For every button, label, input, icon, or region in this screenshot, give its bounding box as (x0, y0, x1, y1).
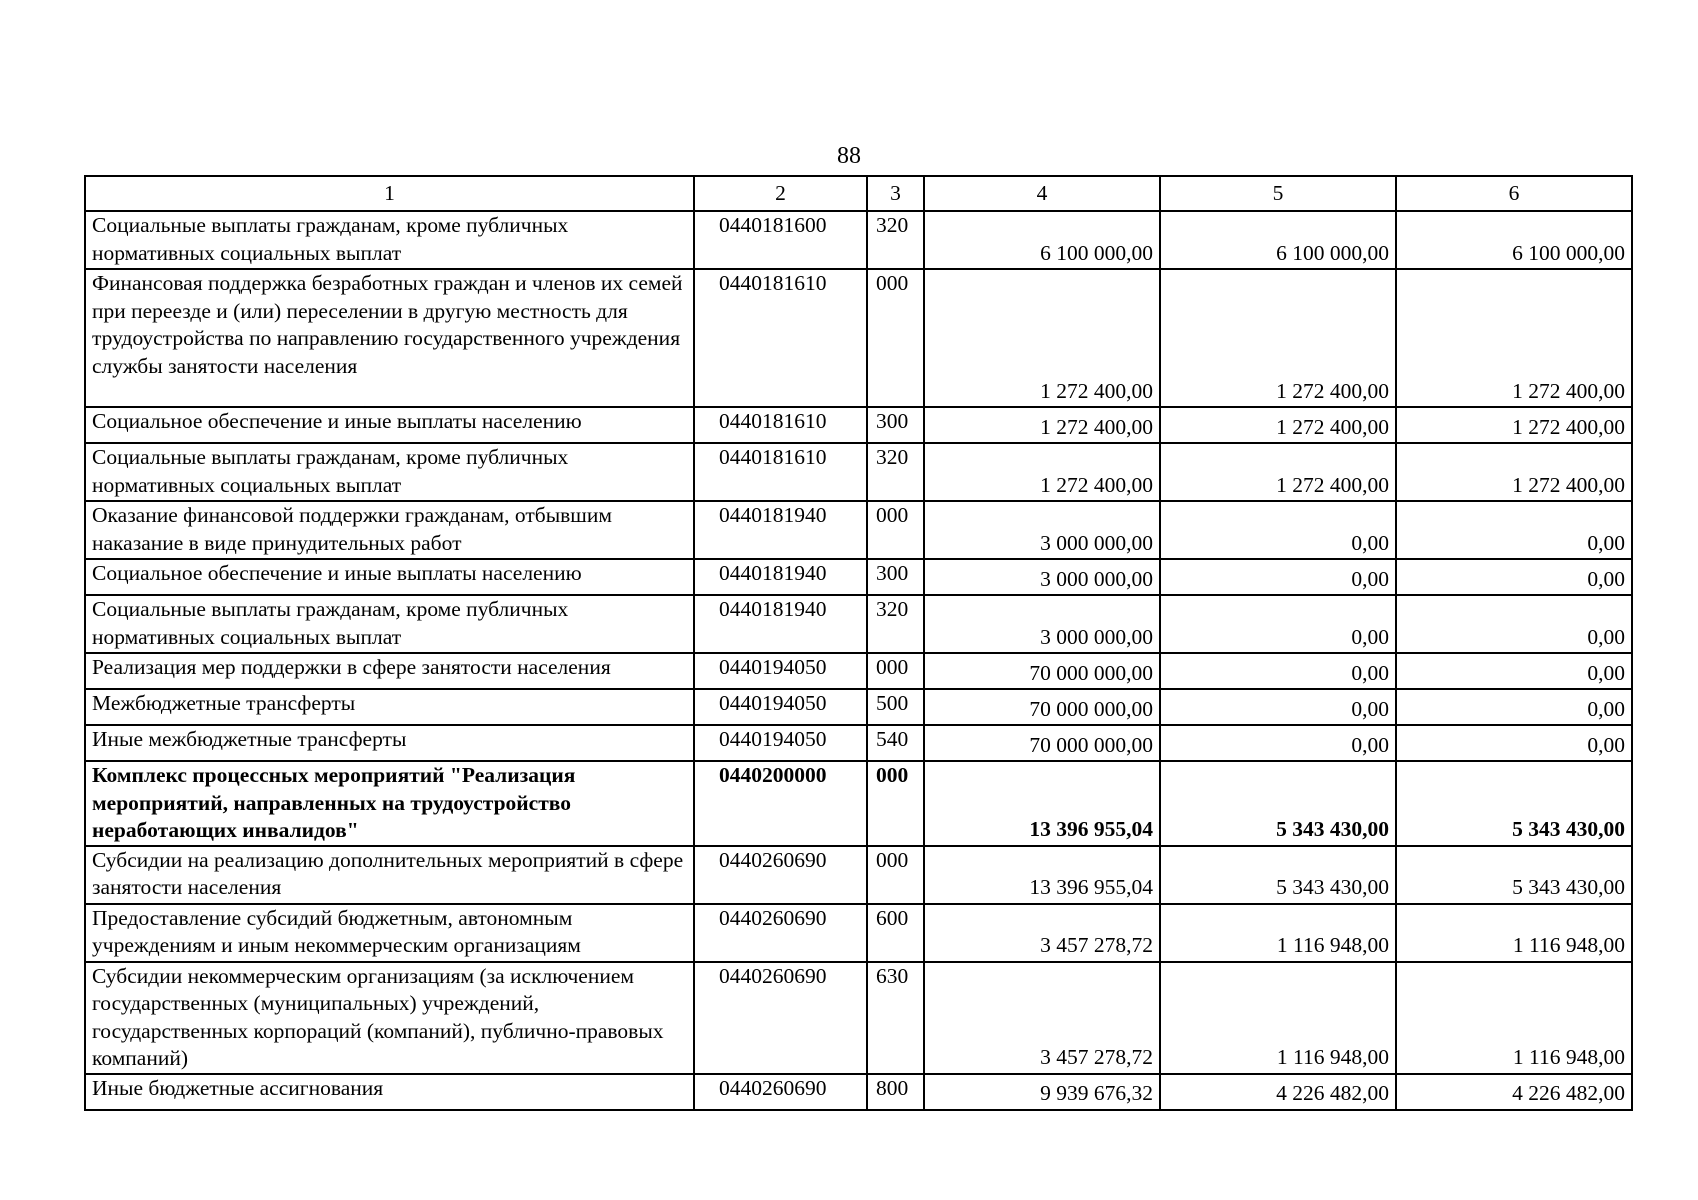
row-kvr: 300 (867, 407, 924, 443)
row-value-4: 3 457 278,72 (924, 962, 1160, 1074)
row-value-6: 1 116 948,00 (1396, 904, 1632, 962)
row-name: Социальные выплаты гражданам, кроме публичных нормативных социальных выплат (85, 211, 694, 269)
row-code: 0440194050 (694, 725, 867, 761)
row-value-5: 0,00 (1160, 501, 1396, 559)
row-kvr: 320 (867, 211, 924, 269)
row-value-4: 1 272 400,00 (924, 443, 1160, 501)
row-value-4: 3 000 000,00 (924, 501, 1160, 559)
row-code: 0440181610 (694, 269, 867, 407)
row-value-6: 1 272 400,00 (1396, 269, 1632, 407)
row-name: Социальные выплаты гражданам, кроме публичных нормативных социальных выплат (85, 443, 694, 501)
row-code: 0440181940 (694, 595, 867, 653)
budget-table (84, 175, 1633, 1111)
table-row (85, 653, 1632, 689)
row-kvr: 300 (867, 559, 924, 595)
row-value-4: 3 000 000,00 (924, 595, 1160, 653)
row-value-6: 0,00 (1396, 725, 1632, 761)
row-value-5: 0,00 (1160, 559, 1396, 595)
row-name: Оказание финансовой поддержки гражданам, отбывшим наказание в виде принудительных работ (85, 501, 694, 559)
row-name: Предоставление субсидий бюджетным, автономным учреждениям и иным некоммерческим организациям (85, 904, 694, 962)
row-value-4: 70 000 000,00 (924, 725, 1160, 761)
row-code: 0440181940 (694, 559, 867, 595)
row-value-6: 4 226 482,00 (1396, 1074, 1632, 1110)
row-code: 0440200000 (694, 761, 867, 846)
row-code: 0440181610 (694, 443, 867, 501)
row-kvr: 500 (867, 689, 924, 725)
row-kvr: 320 (867, 443, 924, 501)
row-code: 0440181600 (694, 211, 867, 269)
row-value-4: 1 272 400,00 (924, 269, 1160, 407)
row-name: Комплекс процессных мероприятий "Реализация мероприятий, направленных на трудоустройство неработающих инвалидов" (85, 761, 694, 846)
table-row (85, 211, 1632, 269)
row-value-6: 0,00 (1396, 559, 1632, 595)
row-kvr: 000 (867, 653, 924, 689)
table-row (85, 501, 1632, 559)
row-code: 0440260690 (694, 1074, 867, 1110)
row-value-4: 1 272 400,00 (924, 407, 1160, 443)
row-code: 0440260690 (694, 962, 867, 1074)
table-row (85, 595, 1632, 653)
row-value-4: 6 100 000,00 (924, 211, 1160, 269)
column-header: 4 (924, 176, 1160, 211)
row-code: 0440260690 (694, 846, 867, 904)
table-row (85, 962, 1632, 1074)
row-kvr: 540 (867, 725, 924, 761)
row-value-6: 1 272 400,00 (1396, 443, 1632, 501)
row-code: 0440181610 (694, 407, 867, 443)
row-value-6: 6 100 000,00 (1396, 211, 1632, 269)
table-row (85, 443, 1632, 501)
row-value-4: 3 457 278,72 (924, 904, 1160, 962)
row-kvr: 600 (867, 904, 924, 962)
row-kvr: 630 (867, 962, 924, 1074)
column-header: 1 (85, 176, 694, 211)
row-kvr: 000 (867, 846, 924, 904)
row-kvr: 000 (867, 501, 924, 559)
row-value-6: 1 272 400,00 (1396, 407, 1632, 443)
row-name: Субсидии на реализацию дополнительных мероприятий в сфере занятости населения (85, 846, 694, 904)
row-value-4: 70 000 000,00 (924, 653, 1160, 689)
row-code: 0440194050 (694, 689, 867, 725)
table-row-section (85, 761, 1632, 846)
table-row (85, 689, 1632, 725)
row-kvr: 800 (867, 1074, 924, 1110)
row-value-5: 1 272 400,00 (1160, 269, 1396, 407)
row-value-6: 0,00 (1396, 653, 1632, 689)
row-value-5: 1 272 400,00 (1160, 407, 1396, 443)
row-value-5: 0,00 (1160, 595, 1396, 653)
row-name: Социальные выплаты гражданам, кроме публичных нормативных социальных выплат (85, 595, 694, 653)
row-value-6: 1 116 948,00 (1396, 962, 1632, 1074)
row-name: Финансовая поддержка безработных граждан и членов их семей при переезде и (или) переселении в другую местность для трудоустройства по направлению государственного учреждения службы занятости населения (85, 269, 694, 407)
row-value-5: 6 100 000,00 (1160, 211, 1396, 269)
row-name: Социальное обеспечение и иные выплаты населению (85, 559, 694, 595)
row-value-5: 4 226 482,00 (1160, 1074, 1396, 1110)
row-value-5: 1 116 948,00 (1160, 962, 1396, 1074)
row-value-6: 5 343 430,00 (1396, 761, 1632, 846)
row-name: Иные бюджетные ассигнования (85, 1074, 694, 1110)
row-value-4: 70 000 000,00 (924, 689, 1160, 725)
table-row (85, 1074, 1632, 1110)
table-row (85, 846, 1632, 904)
row-value-5: 0,00 (1160, 653, 1396, 689)
row-value-5: 1 116 948,00 (1160, 904, 1396, 962)
row-value-5: 1 272 400,00 (1160, 443, 1396, 501)
row-code: 0440194050 (694, 653, 867, 689)
row-value-5: 0,00 (1160, 689, 1396, 725)
table-row (85, 559, 1632, 595)
row-value-6: 5 343 430,00 (1396, 846, 1632, 904)
row-value-6: 0,00 (1396, 501, 1632, 559)
row-kvr: 320 (867, 595, 924, 653)
row-value-5: 5 343 430,00 (1160, 761, 1396, 846)
row-code: 0440181940 (694, 501, 867, 559)
column-header: 5 (1160, 176, 1396, 211)
row-value-4: 13 396 955,04 (924, 846, 1160, 904)
row-name: Социальное обеспечение и иные выплаты населению (85, 407, 694, 443)
row-value-6: 0,00 (1396, 595, 1632, 653)
row-name: Реализация мер поддержки в сфере занятости населения (85, 653, 694, 689)
row-value-4: 3 000 000,00 (924, 559, 1160, 595)
row-value-4: 13 396 955,04 (924, 761, 1160, 846)
table-row (85, 725, 1632, 761)
column-header: 3 (867, 176, 924, 211)
page-number: 88 (837, 143, 861, 169)
row-value-4: 9 939 676,32 (924, 1074, 1160, 1110)
row-kvr: 000 (867, 269, 924, 407)
column-header: 6 (1396, 176, 1632, 211)
row-value-5: 5 343 430,00 (1160, 846, 1396, 904)
table-row (85, 407, 1632, 443)
row-value-5: 0,00 (1160, 725, 1396, 761)
column-header: 2 (694, 176, 867, 211)
table-row (85, 904, 1632, 962)
row-value-6: 0,00 (1396, 689, 1632, 725)
row-code: 0440260690 (694, 904, 867, 962)
row-name: Субсидии некоммерческим организациям (за исключением государственных (муниципальных) учреждений, государственных корпораций (компаний), публично-правовых компаний) (85, 962, 694, 1074)
row-kvr: 000 (867, 761, 924, 846)
row-name: Межбюджетные трансферты (85, 689, 694, 725)
header-row (85, 176, 1632, 211)
row-name: Иные межбюджетные трансферты (85, 725, 694, 761)
table-row (85, 269, 1632, 407)
